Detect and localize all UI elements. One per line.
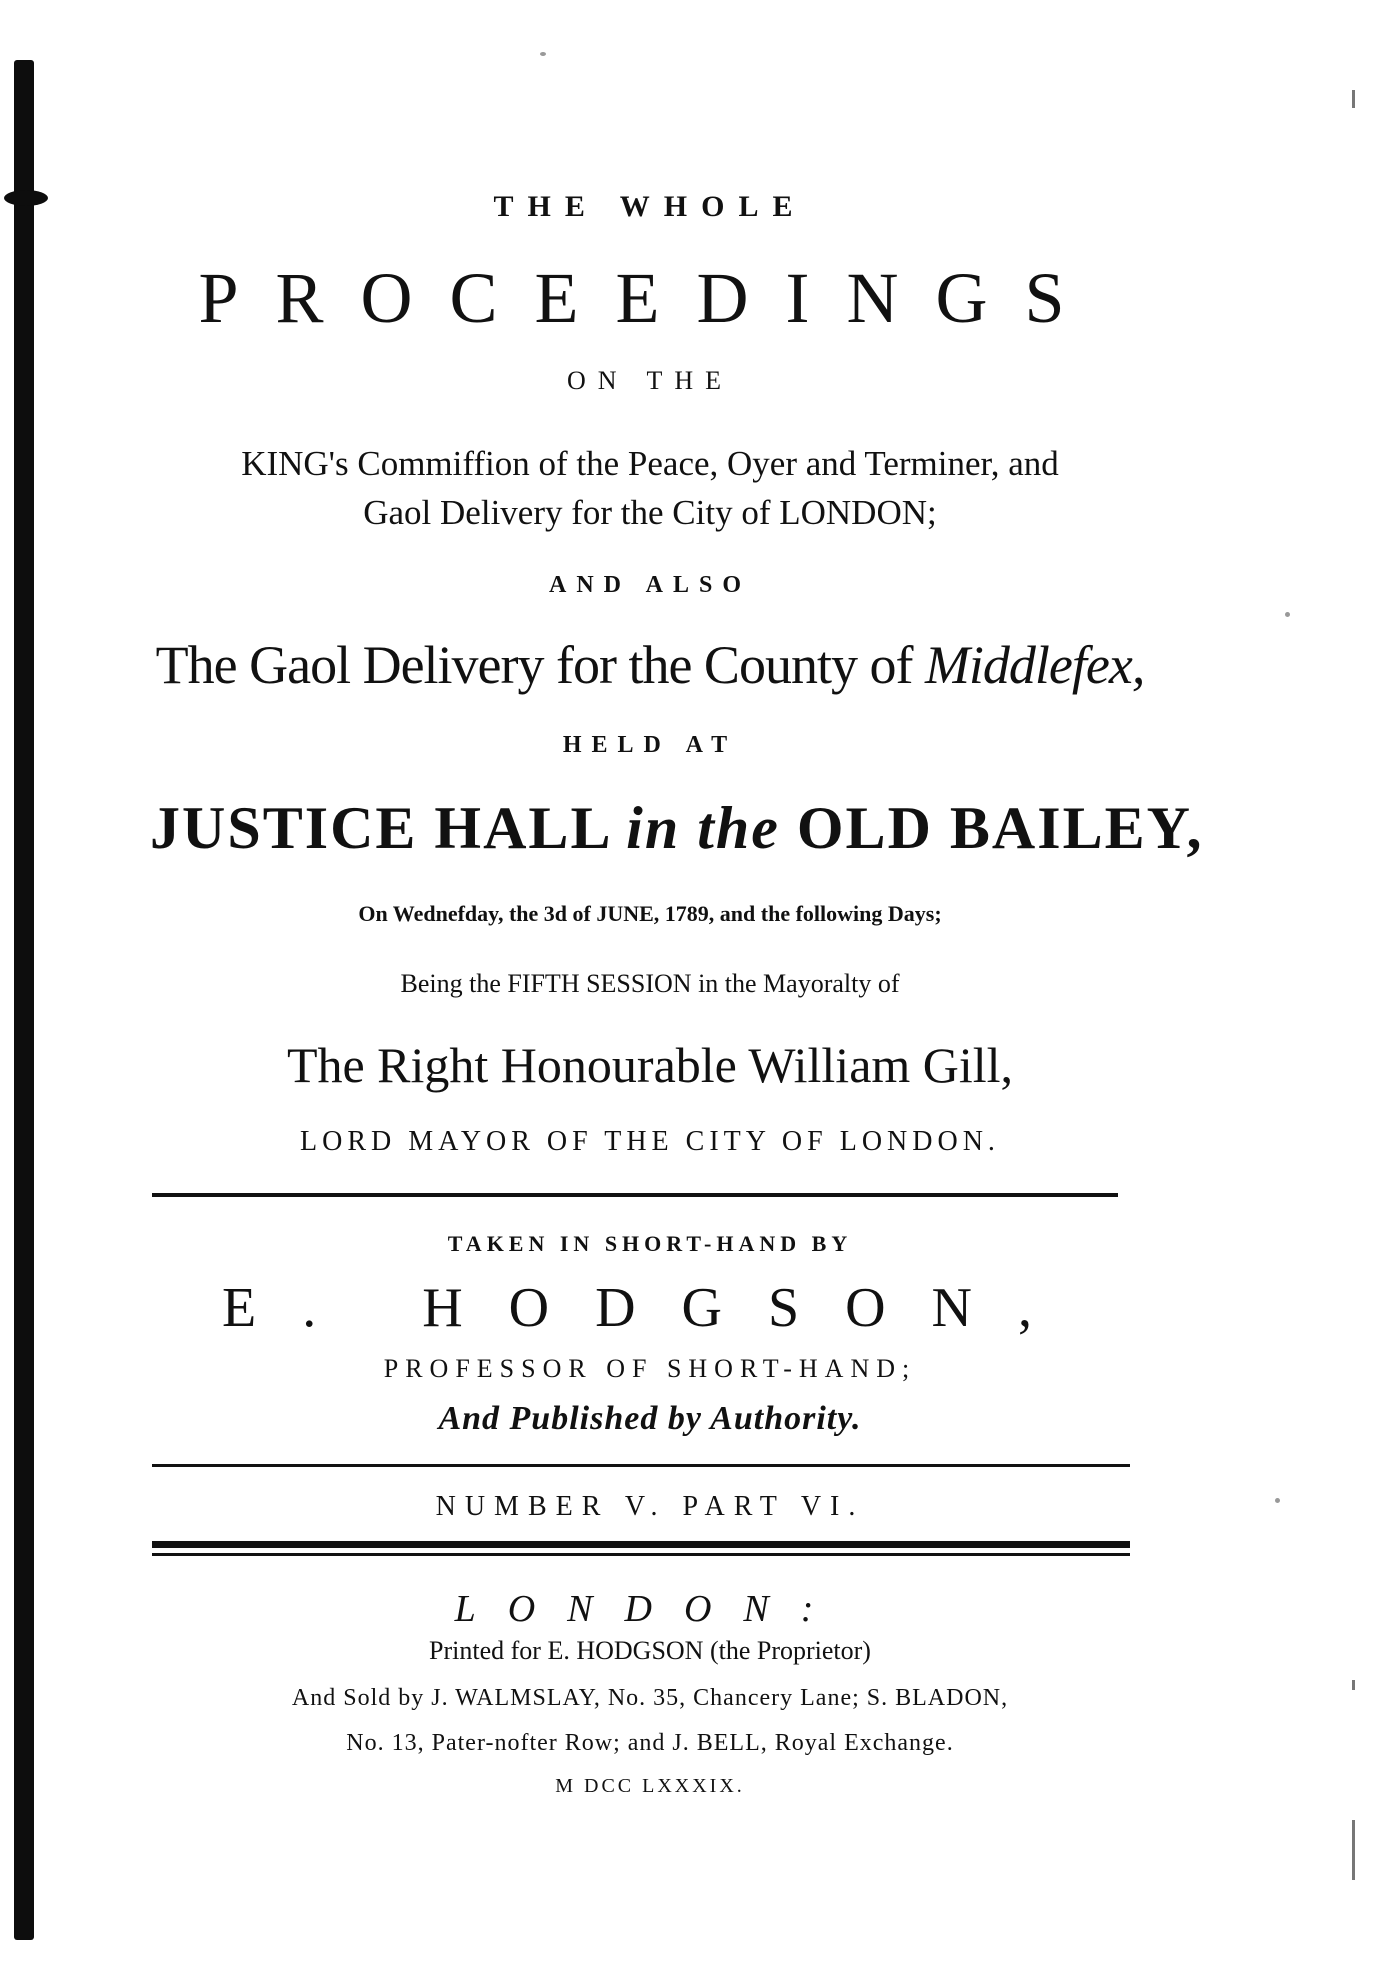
and-also-line: AND ALSO (548, 572, 752, 598)
divider-rule-thick (152, 1541, 1130, 1548)
mayor-name: The Right Honourable William Gill, (286, 1037, 1014, 1093)
venue-prefix: JUSTICE HALL (150, 795, 627, 861)
date-line: On Wednefday, the 3d of JUNE, 1789, and the following Days; (358, 901, 942, 926)
county-line (150, 635, 1150, 695)
reporter-name: E. HODGSON, (222, 1277, 1078, 1339)
county-name: Middlefex, (924, 635, 1145, 695)
binding-mark (4, 190, 48, 206)
lord-mayor-line: LORD MAYOR OF THE CITY OF LONDON. (300, 1126, 1000, 1157)
printed-for-line: Printed for E. HODGSON (the Proprietor) (429, 1636, 871, 1665)
scan-artifact (540, 52, 546, 56)
scan-artifact (1285, 612, 1290, 617)
taken-by-line: TAKEN IN SHORT-HAND BY (447, 1231, 853, 1256)
professor-line: PROFESSOR OF SHORT-HAND; (383, 1354, 917, 1383)
scan-artifact (1275, 1498, 1280, 1503)
county-line-text: The Gaol Delivery for the County of (155, 635, 925, 695)
sold-by-line-2: No. 13, Pater-nofter Row; and J. BELL, Royal Exchange. (346, 1730, 954, 1756)
main-title: PROCEEDINGS (198, 258, 1102, 338)
scan-artifact (1352, 1820, 1355, 1880)
published-line: And Published by Authority. (438, 1400, 862, 1437)
held-at-line: HELD AT (562, 732, 738, 758)
divider-rule-thin (152, 1553, 1130, 1556)
commission-line-2: Gaol Delivery for the City of LONDON; (363, 493, 937, 532)
divider-rule (152, 1193, 1118, 1197)
on-the-line: ON THE (566, 366, 734, 395)
commission-line-1: KING's Commiffion of the Peace, Oyer and Terminer, and (241, 444, 1059, 483)
title-line-1: THE WHOLE (493, 190, 807, 223)
divider-rule (152, 1464, 1130, 1467)
venue-line (150, 795, 1204, 861)
number-part-line: NUMBER V. PART VI. (435, 1491, 865, 1522)
scan-artifact (1352, 1680, 1355, 1690)
binding-edge (14, 60, 34, 1940)
venue-connector: in the (626, 795, 780, 861)
scan-artifact (1352, 90, 1355, 108)
session-line: Being the FIFTH SESSION in the Mayoralty of (400, 969, 900, 998)
imprint-city: LONDON: (454, 1588, 846, 1630)
imprint-year: M DCC LXXXIX. (555, 1775, 745, 1797)
venue-suffix: OLD BAILEY, (779, 795, 1204, 861)
sold-by-line-1: And Sold by J. WALMSLAY, No. 35, Chancery Lane; S. BLADON, (291, 1685, 1009, 1711)
